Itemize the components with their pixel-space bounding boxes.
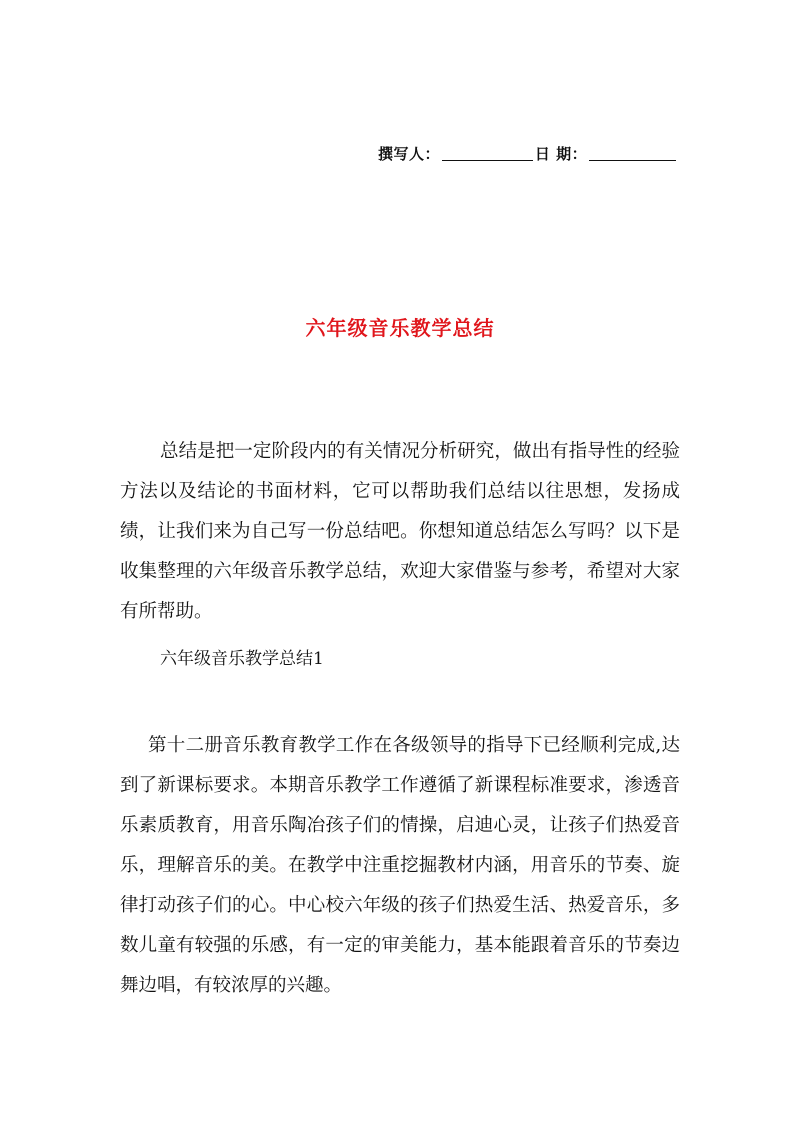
author-date-line [378, 138, 678, 164]
author-blank-underline [442, 144, 533, 161]
section-subheading: 六年级音乐教学总结1 [160, 649, 324, 669]
author-label: 撰写人： [378, 145, 441, 163]
date-label: 日 期： [534, 145, 588, 163]
body-paragraph: 第十二册音乐教育教学工作在各级领导的指导下已经顺利完成,达到了新课标要求。本期音乐教学工作遵循了新课程标准要求，渗透音乐素质教育，用音乐陶冶孩子们的情操，启迪心灵，让孩子们热爱音乐，理解音乐的美。在教学中注重挖掘教材内涵，用音乐的节奏、旋律打动孩子们的心。中心校六年级的孩子们热爱生活、热爱音乐，多数儿童有较强的乐感，有一定的审美能力，基本能跟着音乐的节奏边舞边唱，有较浓厚的兴趣。 [120, 735, 680, 996]
intro-paragraph: 总结是把一定阶段内的有关情况分析研究，做出有指导性的经验方法以及结论的书面材料，它可以帮助我们总结以往思想，发扬成绩，让我们来为自己写一份总结吧。你想知道总结怎么写吗？以下是收集整理的六年级音乐教学总结，欢迎大家借鉴与参考，希望对大家有所帮助。 [120, 441, 680, 622]
date-blank-underline [589, 144, 676, 161]
document-title: 六年级音乐教学总结 [305, 316, 495, 340]
